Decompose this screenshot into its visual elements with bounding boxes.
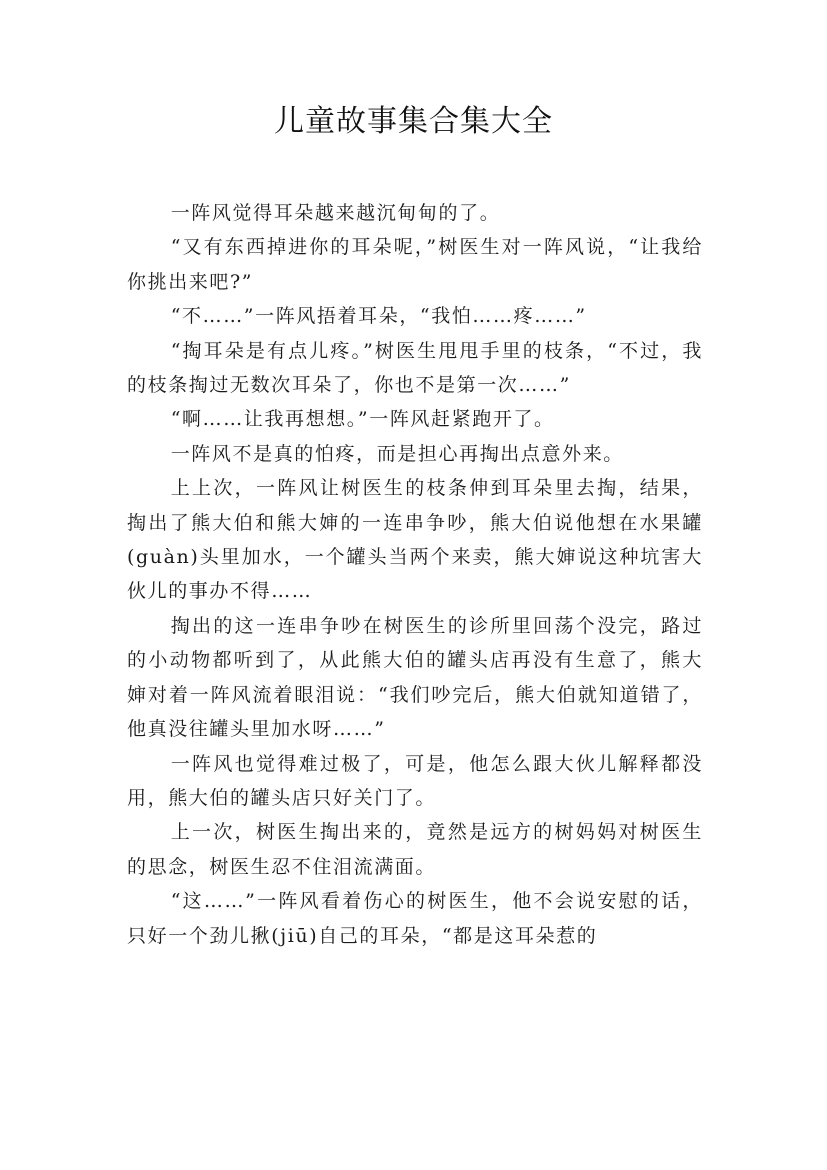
paragraph: 上一次，树医生掏出来的，竟然是远方的树妈妈对树医生的思念，树医生忍不住泪流满面。 xyxy=(127,821,703,878)
paragraph: 一阵风不是真的怕疼，而是担心再掏出点意外来。 xyxy=(170,442,624,465)
paragraph: “又有东西掉进你的耳朵呢，”树医生对一阵风说，“让我给你挑出来吧?” xyxy=(127,236,703,293)
paragraph: 上上次，一阵风让树医生的枝条伸到耳朵里去掏，结果，掏出了熊大伯和熊大婶的一连串争吵，熊大伯说他想在水果罐(guàn)头里加水，一个罐头当两个来卖，熊大婶说这种坑害大伙儿的事办不得…… xyxy=(127,477,703,603)
paragraph: “掏耳朵是有点儿疼。”树医生甩甩手里的枝条，“不过，我的枝条掏过无数次耳朵了，你也不是第一次……” xyxy=(127,339,703,397)
paragraph: “不……”一阵风捂着耳朵，“我怕……疼……” xyxy=(170,305,587,328)
paragraph: “这……”一阵风看着伤心的树医生，他不会说安慰的话，只好一个劲儿揪(jiū)自己的耳朵，“都是这耳朵惹的 xyxy=(127,890,703,947)
document-title: 儿童故事集合集大全 xyxy=(274,104,553,139)
paragraph: 一阵风也觉得难过极了，可是，他怎么跟大伙儿解释都没用，熊大伯的罐头店只好关门了。 xyxy=(127,752,703,809)
paragraph: 掏出的这一连串争吵在树医生的诊所里回荡个没完，路过的小动物都听到了，从此熊大伯的罐头店再没有生意了，熊大婶对着一阵风流着眼泪说：“我们吵完后，熊大伯就知道错了，他真没往罐头里加水呀……” xyxy=(127,614,703,741)
paragraph: “啊……让我再想想。”一阵风赶紧跑开了。 xyxy=(170,408,555,431)
document-body xyxy=(127,196,703,953)
paragraph: 一阵风觉得耳朵越来越沉甸甸的了。 xyxy=(170,202,501,224)
